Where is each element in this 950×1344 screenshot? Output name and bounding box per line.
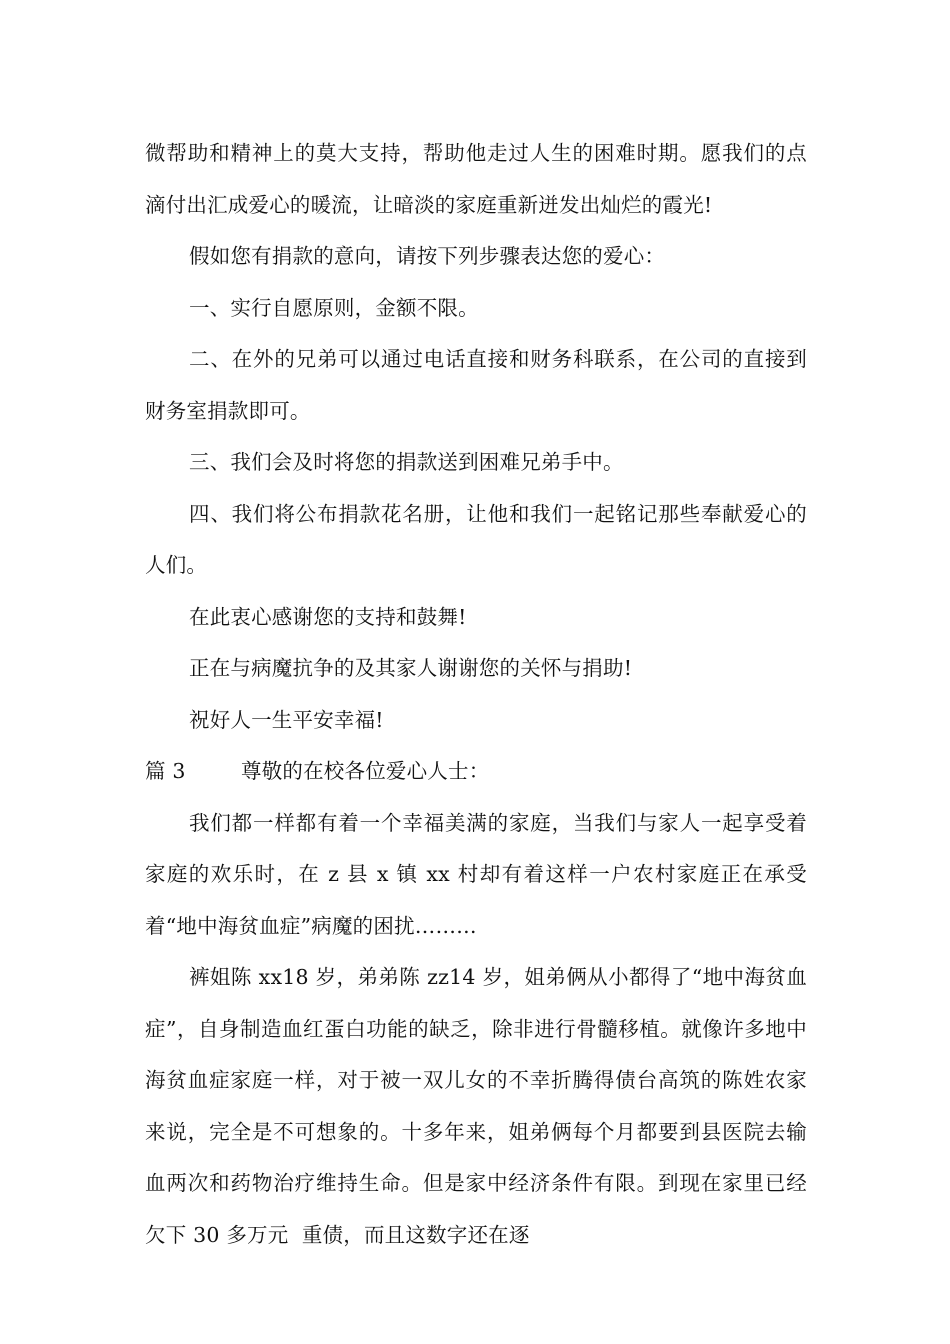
list-item: 一、实行自愿原则，金额不限。: [189, 295, 479, 320]
paragraph: 裤姐陈 xx18 岁，弟弟陈 zz14 岁，姐弟俩从小都得了“地中海贫血症”，自身制造血红蛋白功能的缺乏，除非进行骨髓移植。就像许多地中海贫血症家庭一样，对于被一双儿女的不幸折腾得债台高筑的陈姓农家来说，完全是不可想象的。十多年来，姐弟俩每个月都要到县医院去输血两次和药物治疗维持生命。但是家中经济条件有限。到现在家里已经欠下 30 多万元 重债，而且这数字还在逐: [145, 965, 807, 1247]
section-label: 篇 3: [145, 759, 186, 783]
paragraph: 我们都一样都有着一个幸福美满的家庭，当我们与家人一起享受着家庭的欢乐时，在 z 县 x 镇 xx 村却有着这样一户农村家庭正在承受着“地中海贫血症”病魔的困扰………: [145, 810, 807, 938]
paragraph: 正在与病魔抗争的及其家人谢谢您的关怀与捐助!: [189, 656, 633, 680]
paragraph: 祝好人一生平安幸福!: [189, 707, 384, 732]
paragraph: 微帮助和精神上的莫大支持，帮助他走过人生的困难时期。愿我们的点滴付出汇成爱心的暖流，让暗淡的家庭重新迸发出灿烂的霞光!: [145, 141, 807, 217]
paragraph: 假如您有捐款的意向，请按下列步骤表达您的爱心：: [189, 244, 666, 268]
paragraph: 在此衷心感谢您的支持和鼓舞!: [189, 604, 467, 629]
list-item: 二、在外的兄弟可以通过电话直接和财务科联系，在公司的直接到财务室捐款即可。: [145, 347, 807, 423]
section-salutation: 尊敬的在校各位爱心人士：: [241, 759, 490, 783]
list-item: 四、我们将公布捐款花名册，让他和我们一起铭记那些奉献爱心的人们。: [145, 501, 807, 577]
document-body: [145, 128, 807, 1261]
section-heading: [145, 746, 807, 798]
list-item: 三、我们会及时将您的捐款送到困难兄弟手中。: [189, 450, 624, 474]
